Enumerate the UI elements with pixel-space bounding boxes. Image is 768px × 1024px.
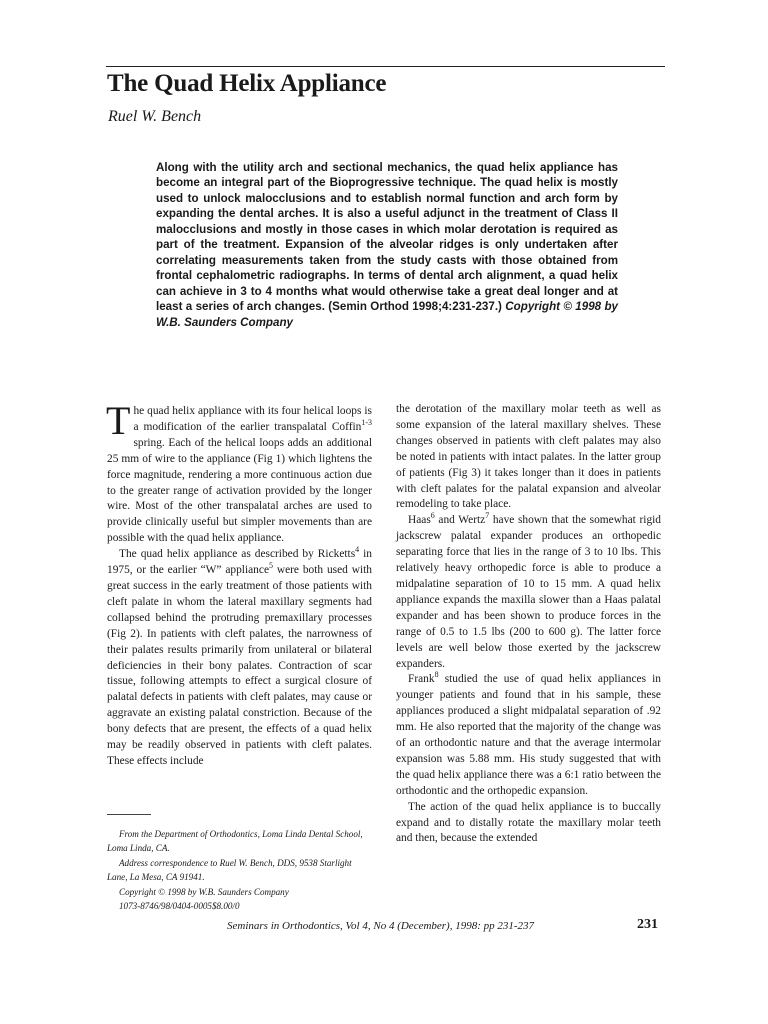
left-paragraph-1 bbox=[106, 398, 372, 547]
abstract-body: Along with the utility arch and sectional mechanics, the quad helix appliance has become an integral part of the Bioprogressive technique. The quad helix is mostly used to unlock malocclusions and to establish normal function and arch form by expanding the dental arches. It is also a useful adjunct in the treatment of Class II malocclusions and mostly in those cases in which molar derotation is required as part of the treatment. Expansion of the alveolar ridges is only undertaken after correlating measurements taken from the study casts with those obtained from frontal cephalometric radiographs. In terms of dental arch alignment, a quad helix can achieve in 3 to 4 months what would otherwise take a great deal longer and at least a series of arch changes. (Semin Orthod 1998;4:231-237.) bbox=[156, 161, 618, 314]
right-p3-text-a: Frank bbox=[408, 673, 435, 686]
left-p1-text-a: he quad helix appliance with its four helical loops is a modification of the earlier transpalatal Coffin bbox=[133, 405, 372, 433]
footnote-code: 1073-8746/98/0404-0005$8.00/0 bbox=[119, 901, 240, 912]
right-p3-text-b: studied the use of quad helix appliances in younger patients and found that in his sample, these appliances produced a slight midpalatal separation of .92 mm. He also reported that the majority of the change was of an orthodontic nature and that the average intermolar expansion was 5.88 mm. His study suggested that with the quad helix appliance there was a 6:1 ratio between the orthodontic and the orthopedic expansion. bbox=[396, 673, 661, 797]
footnote-affiliation: From the Department of Orthodontics, Loma Linda Dental School, Loma Linda, CA. bbox=[107, 829, 363, 854]
right-p2-text-b: and Wertz bbox=[434, 514, 486, 527]
footnote-copyright: Copyright © 1998 by W.B. Saunders Company bbox=[119, 886, 289, 897]
left-p2-text-c: were both used with great success in the early treatment of those patients with cleft palate in whom the lateral maxillary segments had collapsed behind the protruding premaxillary processes (Fig 2). In patients with cleft palates, the narrowness of their palates results primarily from unilateral or bilateral deficiencies in their bony palates. Contraction of scar tissue, following attempts to effect a surgical closure of palatal defects in patients with cleft palates, may cause or aggravate an existing palatal constriction. Because of the bony defects that are present, the effects of a quad helix may be readily observed in patients with cleft palates. These effects include bbox=[107, 564, 372, 767]
journal-citation: Seminars in Orthodontics, Vol 4, No 4 (December), 1998: pp 231-237 bbox=[227, 920, 535, 932]
citation-superscript: 1-3 bbox=[361, 418, 372, 428]
right-paragraph-1: the derotation of the maxillary molar teeth as well as some expansion of the lateral maxillary shelves. These changes observed in patients with cleft palates may also be noted in patients with intact palates. In the latter group of patients (Fig 3) it takes longer than it does in patients with cleft palates for the palatal expansion and alveolar remodeling to take place. bbox=[396, 403, 661, 511]
left-p2-text-b: in 1975, or the earlier “W” appliance bbox=[107, 548, 372, 577]
drop-cap: T bbox=[106, 398, 131, 443]
abstract bbox=[156, 160, 618, 330]
citation-superscript: 8 bbox=[434, 670, 439, 680]
left-paragraph-2 bbox=[107, 547, 372, 770]
right-paragraph-3 bbox=[396, 672, 661, 799]
footnote-correspondence: Address correspondence to Ruel W. Bench, DDS, 9538 Starlight Lane, La Mesa, CA 91941. bbox=[107, 857, 352, 883]
article-title: The Quad Helix Appliance bbox=[107, 70, 387, 97]
right-p2-text-c: have shown that the somewhat rigid jackscrew palatal expander produces an orthopedic separating force that lies in the range of 3 to 10 lbs. This relatively heavy orthopedic force is able to produce a midpalatine separation of 10 to 15 mm. A quad helix appliance expands the maxilla slower than a Haas palatal expander and has been shown to produce forces in the range of 0.5 to 1.5 lbs (200 to 600 g). The latter force levels are well below those exerted by the jackscrew expanders. bbox=[396, 514, 661, 670]
right-paragraph-4: The action of the quad helix appliance is to buccally expand and to distally rotate the maxillary molar teeth and then, because the extended bbox=[396, 800, 661, 845]
footnote-rule bbox=[107, 814, 151, 815]
left-p1-text-b: spring. Each of the helical loops adds an additional 25 mm of wire to the appliance (Fig 1) which lightens the force magnitude, rendering a more continuous action due to the greater range of activation provided by the longer wire. Most of the other transpalatal arches are used to provide clinically useful but simpler movements than are possible with the quad helix appliance. bbox=[107, 436, 372, 545]
right-paragraph-2 bbox=[396, 513, 661, 672]
citation-superscript: 4 bbox=[355, 545, 360, 555]
citation-superscript: 7 bbox=[485, 511, 490, 521]
page-number: 231 bbox=[637, 917, 658, 932]
abstract-copyright: Copyright © 1998 by W.B. Saunders Company bbox=[156, 300, 618, 329]
right-column bbox=[396, 402, 661, 847]
citation-superscript: 6 bbox=[430, 511, 435, 521]
right-p2-text-a: Haas bbox=[408, 514, 431, 527]
author-name: Ruel W. Bench bbox=[108, 108, 202, 125]
left-p2-text-a: The quad helix appliance as described by Ricketts bbox=[119, 548, 356, 561]
footnotes bbox=[107, 827, 369, 913]
header-rule bbox=[106, 66, 665, 67]
citation-superscript: 5 bbox=[269, 561, 273, 571]
left-column bbox=[106, 398, 372, 770]
